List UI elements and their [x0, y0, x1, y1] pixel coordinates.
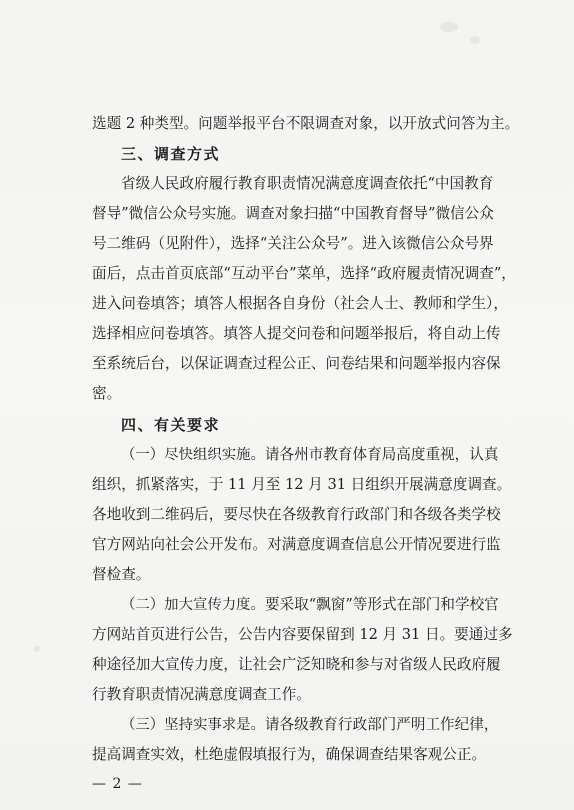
body-line: 官方网站向社会公开发布。对满意度调查信息公开情况要进行监	[92, 536, 501, 553]
subsection-title: （二）加大宣传力度。	[121, 597, 265, 613]
body-line: 方网站首页进行公告，公告内容要保留到 12 月 31 日。要通过多	[92, 626, 513, 643]
body-line: 进入问卷填答；填答人根据各自身份（社会人士、教师和学生），	[92, 295, 508, 312]
body-text: 请各州市教育体育局高度重视，认真	[264, 446, 499, 463]
page-number: — 2 —	[92, 776, 143, 792]
subsection-title: （三）坚持实事求是。	[121, 717, 265, 733]
body-line: 选择相应问卷填答。填答人提交问卷和问题举报后，将自动上传	[92, 325, 501, 342]
section-heading: 三、调查方式	[121, 145, 221, 163]
body-text: 请各级教育行政部门严明工作纪律，	[264, 716, 499, 733]
subsection-line	[121, 440, 520, 470]
scan-smudge	[34, 646, 40, 652]
subsection-title: （一）尽快组织实施。	[121, 447, 265, 463]
body-line: 各地收到二维码后，要尽快在各级教育行政部门和各级各类学校	[92, 506, 501, 523]
scan-smudge	[440, 22, 458, 32]
body-line: 督检查。	[92, 566, 151, 583]
body-line: 至系统后台，以保证调查过程公正、问卷结果和问题举报内容保	[92, 355, 501, 372]
body-line: 行教育职责情况满意度调查工作。	[92, 686, 311, 703]
body-line: 组织，抓紧落实，于 11 月至 12 月 31 日组织开展满意度调查。	[92, 476, 512, 493]
body-line: 种途径加大宣传力度，让社会广泛知晓和参与对省级人民政府履	[92, 656, 501, 673]
body-line: 选题 2 种类型。问题举报平台不限调查对象，以开放式问答为主。	[92, 115, 520, 132]
scan-smudge	[470, 36, 480, 44]
body-line: 面后，点击首页底部“互动平台”菜单，选择“政府履责情况调查”，	[92, 265, 516, 282]
body-line: 密。	[92, 385, 122, 402]
body-line: 提高调查实效，杜绝虚假填报行为，确保调查结果客观公正。	[92, 746, 487, 763]
body-text: 要采取“飘窗”等形式在部门和学校官	[264, 596, 499, 613]
subsection-line	[121, 710, 520, 740]
body-line: 号二维码（见附件），选择“关注公众号”。进入该微信公众号界	[92, 235, 494, 252]
section-heading: 四、有关要求	[121, 416, 221, 434]
body-line: 省级人民政府履行教育职责情况满意度调查依托“中国教育	[121, 175, 494, 192]
subsection-line	[121, 590, 520, 620]
body-line: 督导”微信公众号实施。调查对象扫描“中国教育督导”微信公众	[92, 205, 494, 222]
